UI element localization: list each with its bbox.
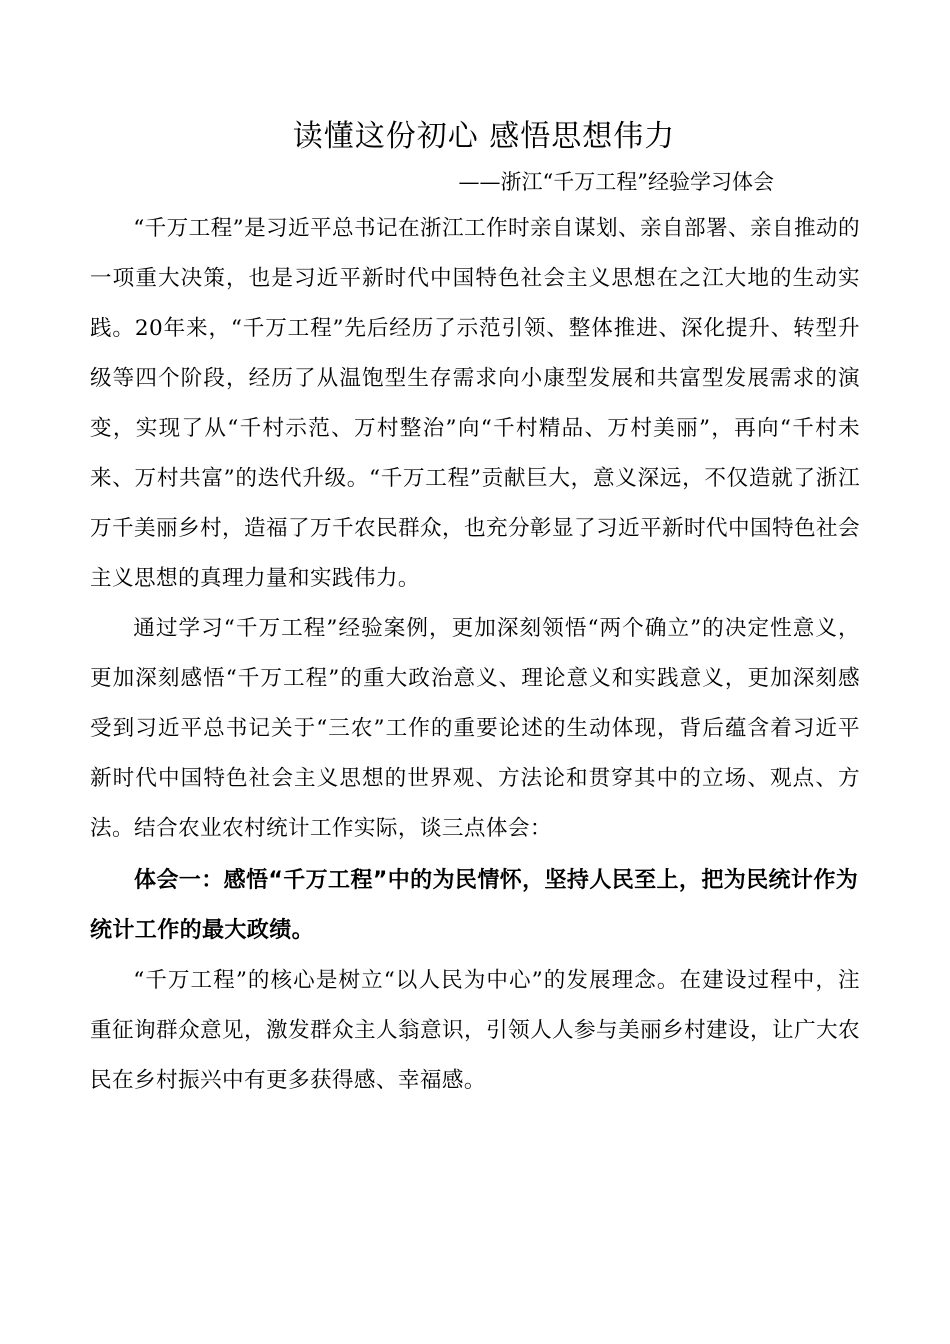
body-paragraph-2: 通过学习“千万工程”经验案例，更加深刻领悟“两个确立”的决定性意义，更加深刻感悟“千万工程”的重大政治意义、理论意义和实践意义，更加深刻感受到习近平总书记关于“三农”工作的重要论述的生动体现，背后蕴含着习近平新时代中国特色社会主义思想的世界观、方法论和贯穿其中的立场、观点、方法。结合农业农村统计工作实际，谈三点体会： [90, 616, 860, 841]
document-page [90, 112, 860, 1106]
section-paragraph-1: “千万工程”的核心是树立“以人民为中心”的发展理念。在建设过程中，注重征询群众意见，激发群众主人翁意识，引领人人参与美丽乡村建设，让广大农民在乡村振兴中有更多获得感、幸福感。 [90, 968, 860, 1093]
document-title: 读懂这份初心 感悟思想伟力 [292, 119, 676, 154]
section-heading-1: 体会一：感悟“千万工程”中的为民情怀，坚持人民至上，把为民统计作为统计工作的最大政绩。 [90, 868, 859, 943]
document-subtitle: ——浙江“千万工程”经验学习体会 [458, 170, 774, 194]
body-paragraph-1: “千万工程”是习近平总书记在浙江工作时亲自谋划、亲自部署、亲自推动的一项重大决策，也是习近平新时代中国特色社会主义思想在之江大地的生动实践。20年来，“千万工程”先后经历了示范引领、整体推进、深化提升、转型升级等四个阶段，经历了从温饱型生存需求向小康型发展和共富型发展需求的演变，实现了从“千村示范、万村整治”向“千村精品、万村美丽”，再向“千村未来、万村共富”的迭代升级。“千万工程”贡献巨大，意义深远，不仅造就了浙江万千美丽乡村，造福了万千农民群众，也充分彰显了习近平新时代中国特色社会主义思想的真理力量和实践伟力。 [90, 216, 860, 591]
